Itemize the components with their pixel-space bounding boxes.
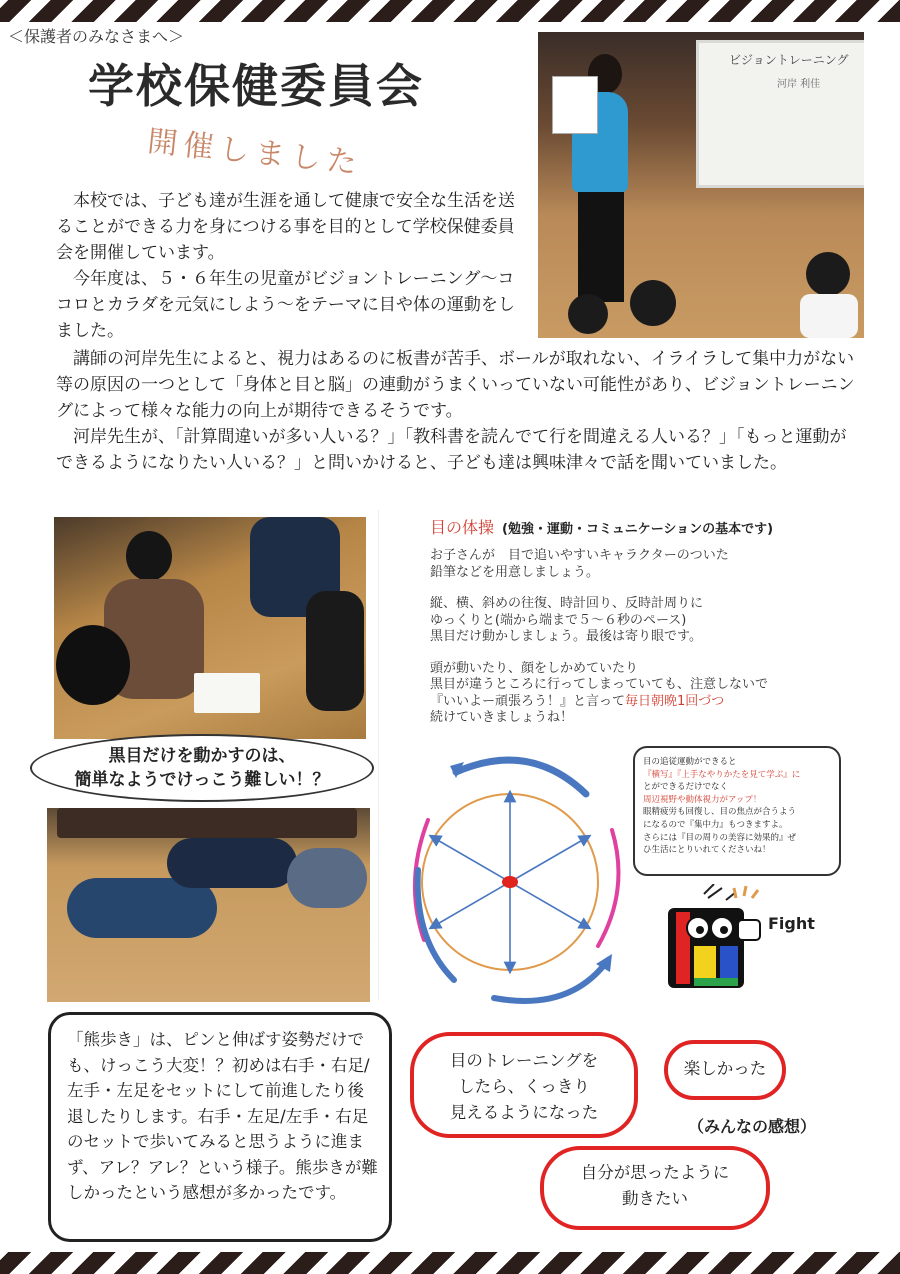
intro-text-1: 本校では、子ども達が生涯を通して健康で安全な生活を送ることができる力を身につける事を目的として学校保健委員会を開催しています。	[56, 191, 515, 263]
impressions-label: （みんなの感想）	[688, 1117, 817, 1136]
top-stripe-border	[0, 0, 900, 22]
bear-walk-note	[48, 1012, 392, 1242]
instruction-highlight: 毎日朝晩1回づつ	[625, 693, 725, 709]
teacher-card	[552, 76, 598, 134]
page-title: 学校保健委員会	[88, 59, 424, 113]
eye-exercise-instructions	[430, 548, 830, 742]
note-line: 『横写』『上手なやりかたを見て学ぶ』に	[643, 769, 801, 780]
eye-exercise-title	[430, 515, 773, 538]
photo-caption	[30, 734, 374, 802]
intro-text-3: 講師の河岸先生によると、視力はあるのに板書が苦手、ボールが取れない、イライラして集中力がない等の原因の一つとして「身体と目と脳」の連動がうまくいっていない可能性があり、ビジョントレーニングによって様々な能力の向上が期待できるそうです。	[56, 349, 855, 421]
student-body	[306, 591, 364, 711]
intro-text-2: 今年度は、５・６年生の児童がビジョントレーニング～ココロとカラダを元気にしよう～をテーマに目や体の運動をしました。	[56, 269, 515, 341]
student-head	[126, 531, 172, 581]
student-head	[806, 252, 850, 296]
impression-line: 見えるようになった	[449, 1103, 599, 1122]
center-dot	[502, 876, 518, 888]
background-students	[57, 808, 357, 838]
instruction-line: 『いいよー頑張ろう！』と言って	[430, 693, 626, 709]
eye-movement-diagram	[398, 750, 634, 1012]
note-line: ひ生活にとりいれてくださいね！	[643, 845, 771, 856]
instruction-line: 縦、横、斜めの往復、時計回り、反時計周りに	[430, 596, 704, 611]
arc-bottom-icon	[494, 960, 608, 1001]
impression-line: 楽しかった	[683, 1059, 767, 1078]
intro-paragraph-1	[56, 188, 526, 344]
caption-line-2: 簡単なようでけっこう難しい！？	[74, 770, 330, 790]
student-head	[630, 280, 676, 326]
impression-cloud-1	[410, 1032, 638, 1138]
impression-line: したら、くっきり	[458, 1077, 590, 1096]
student-head	[56, 625, 130, 705]
eye-training-photo	[54, 517, 366, 739]
impression-cloud-2	[664, 1040, 786, 1100]
arrow-lower-left-icon	[434, 882, 510, 926]
student-body	[287, 848, 367, 908]
arc-right-pink-icon	[598, 830, 618, 946]
arrow-upper-left-icon	[434, 838, 510, 882]
teacher-photo	[538, 32, 864, 338]
arc-top-icon	[456, 760, 586, 794]
page-subtitle: 開催しました	[145, 124, 365, 182]
arrow-upper-right-icon	[510, 838, 586, 882]
whiteboard	[696, 40, 864, 188]
note-line: 目の追従運動ができると	[643, 757, 737, 767]
intro-paragraph-2	[56, 346, 856, 476]
instruction-line: お子さんが 目で追いやすいキャラクターのついた	[430, 548, 729, 563]
eye-character-icon	[664, 884, 764, 990]
note-line: になるので『集中力』もつきますよ。	[643, 819, 788, 830]
student-body	[167, 838, 297, 888]
instruction-line: 頭が動いたり、顔をしかめていたり	[430, 660, 639, 676]
column-divider	[378, 510, 379, 1000]
whiteboard-name: 河岸 利佳	[777, 79, 821, 90]
note-line: 周辺視野や動体視力がアップ！	[643, 794, 762, 805]
bear-walk-text: 「熊歩き」は、ピンと伸ばす姿勢だけでも、けっこう大変！？初めは右手・右足/左手・左足をセットにして前進したり後退したりします。右手・左足/左手・右足のセットで歩いてみると思うように進まず、アレ？アレ？という様子。熊歩きが難しかったという感想が多かったです。	[67, 1030, 378, 1202]
eye-exercise-subheading: (勉強・運動・コミュニケーションの基本です)	[502, 522, 774, 537]
impression-line: 自分が思ったように	[580, 1163, 730, 1182]
worksheet	[194, 673, 260, 713]
impression-line: 目のトレーニングを	[449, 1051, 599, 1070]
instruction-line: 鉛筆などを用意しましょう。	[430, 564, 600, 580]
note-line: 眼精疲労も回復し、目の焦点が合うよう	[643, 807, 797, 818]
instruction-line: 黒目だけ動かしましょう。最後は寄り眼です。	[430, 629, 702, 644]
benefit-note-bubble	[633, 746, 841, 876]
impression-cloud-3	[540, 1146, 770, 1230]
whiteboard-title: ビジョントレーニング	[729, 53, 849, 67]
eye-exercise-heading: 目の体操	[430, 518, 495, 537]
benefit-note-text	[643, 756, 833, 857]
instruction-line: ゆっくりと(端から端まで５～６秒のペース)	[430, 612, 687, 628]
student-body	[800, 294, 858, 338]
impression-line: 動きたい	[622, 1189, 688, 1208]
intro-text-4: 河岸先生が、「計算間違いが多い人いる？」「教科書を読んでて行を間違える人いる？」「もっと運動ができるようになりたい人いる？」と問いかけると、子ども達は興味津々で話を聞いていました。	[56, 427, 847, 473]
bear-walk-photo	[47, 808, 370, 1002]
teacher-legs	[578, 192, 624, 302]
arrow-lower-right-icon	[510, 882, 586, 926]
note-line: さらには『目の周りの美容に効果的』ぜ	[643, 832, 797, 843]
bottom-stripe-border	[0, 1252, 900, 1274]
fight-label: Fight	[768, 914, 815, 933]
instruction-line: 続けていきましょうね！	[430, 710, 574, 725]
to-parents-label: ＜保護者のみなさまへ＞	[8, 27, 185, 46]
student-head	[568, 294, 608, 334]
instruction-line: 黒目が違うところに行ってしまっていても、注意しないで	[430, 677, 769, 692]
caption-line-1: 黒目だけを動かすのは、	[108, 746, 296, 766]
note-line: とができるだけでなく	[643, 782, 729, 793]
